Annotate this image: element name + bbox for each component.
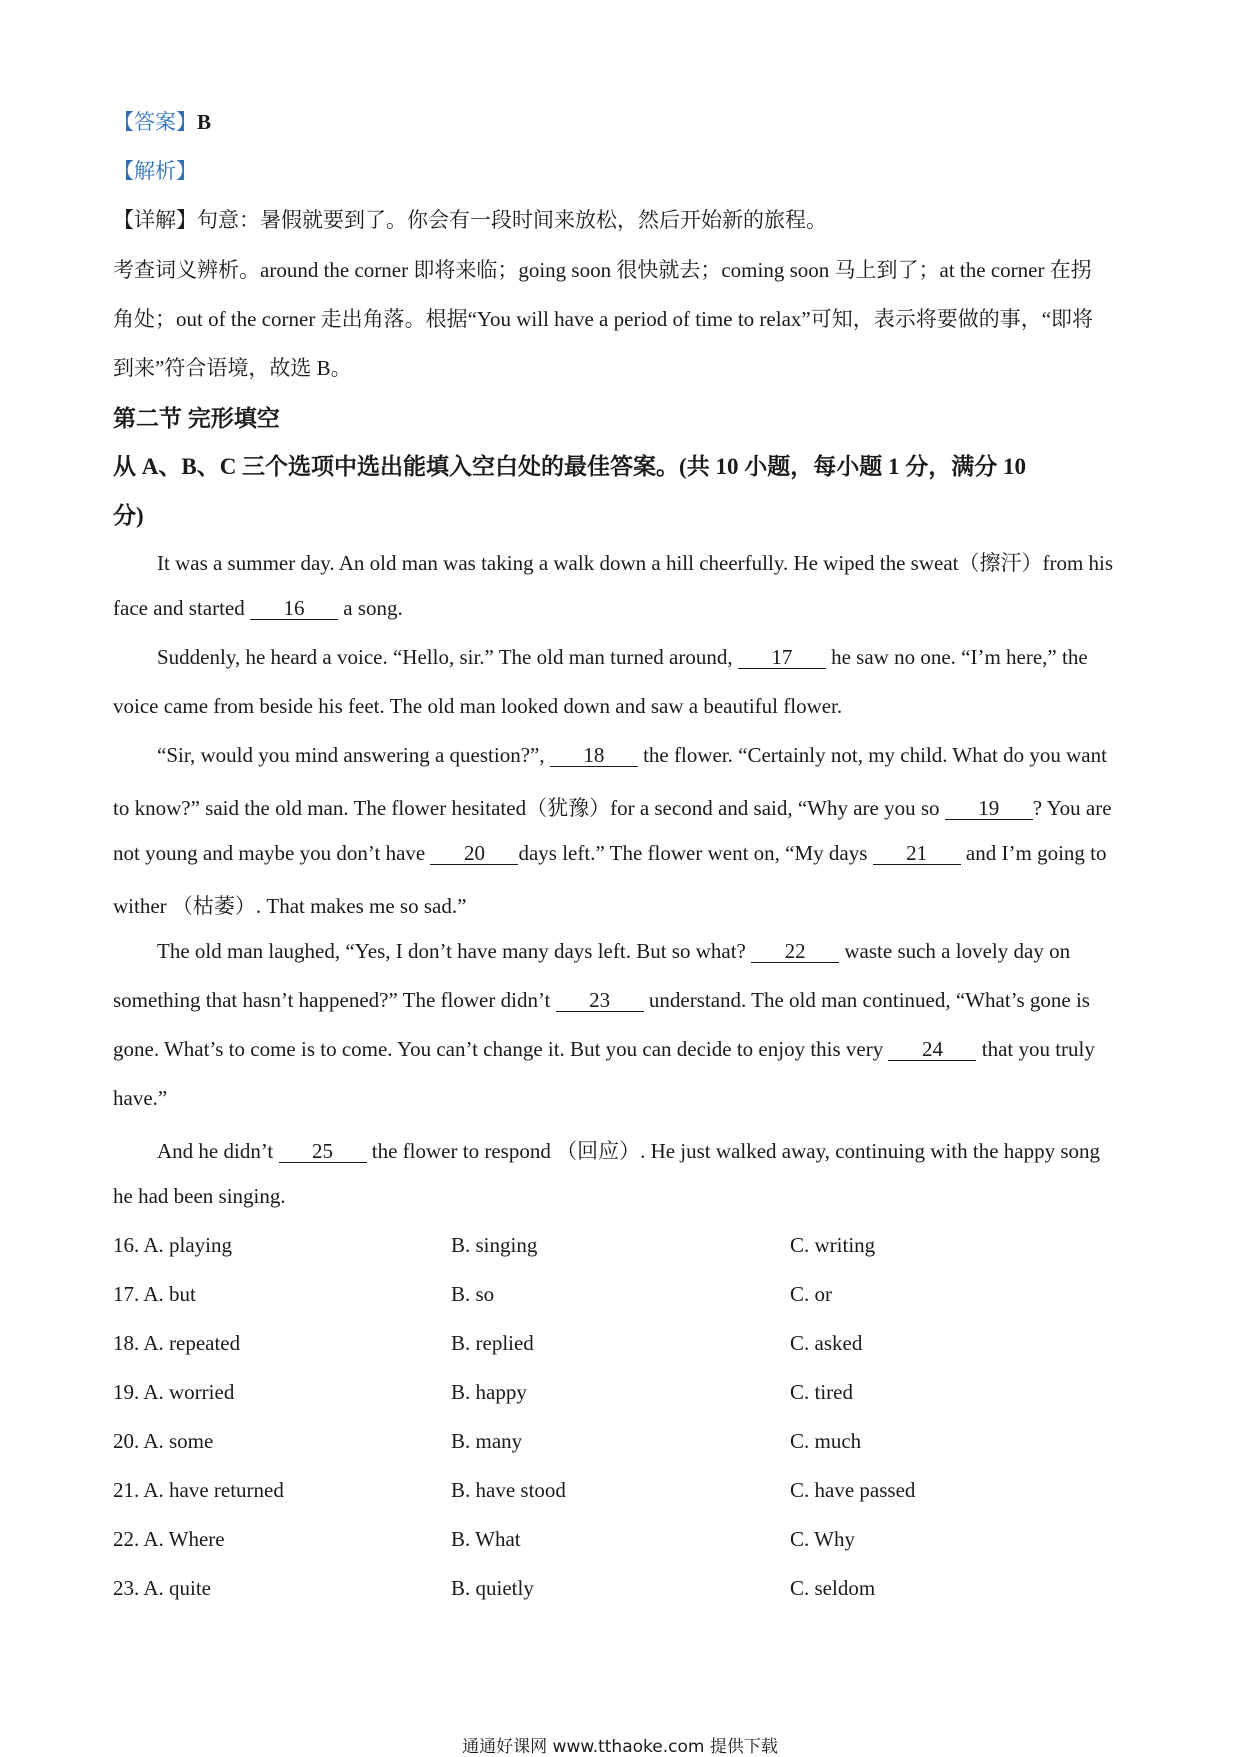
passage-text: The old man laughed, “Yes, I don’t have many days left. But so what?: [157, 939, 752, 963]
passage-text: understand. The old man continued, “What’s gone is: [643, 988, 1090, 1012]
passage-line: [113, 1037, 1133, 1062]
option-c: C. Why: [790, 1527, 855, 1551]
passage-line: he had been singing.: [113, 1184, 286, 1208]
option-c: C. tired: [790, 1380, 853, 1404]
analysis-line: [113, 155, 1133, 185]
passage-line: [157, 939, 1177, 964]
explain-line-1: 考查词义辨析。around the corner 即将来临；going soon 很快就去；coming soon 马上到了；at the corner 在拐: [113, 258, 1092, 282]
option-a: 21. A. have returned: [113, 1478, 284, 1502]
passage-text: he saw no one. “I’m here,” the: [825, 645, 1088, 669]
option-b: B. many: [451, 1429, 523, 1453]
blank-17: 17: [738, 646, 826, 669]
option-a: 20. A. some: [113, 1429, 214, 1453]
passage-line: have.”: [113, 1086, 168, 1110]
answer-label: 【答案】: [113, 110, 197, 134]
option-c: C. asked: [790, 1331, 863, 1355]
blank-22: 22: [751, 940, 839, 963]
passage-line: [157, 645, 1177, 670]
passage-text: to know?” said the old man. The flower hesitated（犹豫）for a second and said, “Why are you so: [113, 796, 945, 820]
option-c: C. or: [790, 1282, 832, 1306]
option-c: C. much: [790, 1429, 862, 1453]
passage-text: something that hasn’t happened?” The flower didn’t: [113, 988, 556, 1012]
option-a: 23. A. quite: [113, 1576, 211, 1600]
section-instruction-1: 从 A、B、C 三个选项中选出能填入空白处的最佳答案。(共 10 小题，每小题 1 分，满分 10: [113, 454, 1026, 479]
passage-text: that you truly: [976, 1037, 1095, 1061]
blank-25: 25: [279, 1140, 367, 1163]
passage-text: not young and maybe you don’t have: [113, 841, 431, 865]
option-a: 22. A. Where: [113, 1527, 225, 1551]
option-b: B. What: [451, 1527, 521, 1551]
section-title: 第二节 完形填空: [113, 406, 280, 431]
passage-text: Suddenly, he heard a voice. “Hello, sir.” The old man turned around,: [157, 645, 738, 669]
detail-text: 句意：暑假就要到了。你会有一段时间来放松，然后开始新的旅程。: [197, 208, 827, 232]
passage-text: the flower to respond （回应）. He just walked away, continuing with the happy song: [366, 1139, 1101, 1163]
analysis-label: 【解析】: [113, 159, 197, 183]
page-footer: 通通好课网 www.tthaoke.com 提供下载: [462, 1737, 778, 1757]
blank-16: 16: [250, 597, 338, 620]
blank-23: 23: [556, 989, 644, 1012]
passage-line: It was a summer day. An old man was taking a walk down a hill cheerfully. He wiped the sweat（擦汗）from his: [157, 551, 1114, 575]
passage-text: a song.: [338, 596, 403, 620]
option-c: C. seldom: [790, 1576, 876, 1600]
option-b: B. replied: [451, 1331, 534, 1355]
answer-line: [113, 106, 1133, 136]
passage-text: gone. What’s to come is to come. You can’t change it. But you can decide to enjoy this very: [113, 1037, 889, 1061]
passage-text: the flower. “Certainly not, my child. What do you want: [637, 743, 1107, 767]
passage-line: [157, 743, 1177, 768]
option-b: B. have stood: [451, 1478, 566, 1502]
option-b: B. singing: [451, 1233, 538, 1257]
passage-text: and I’m going to: [960, 841, 1107, 865]
option-a: 16. A. playing: [113, 1233, 232, 1257]
blank-19: 19: [945, 797, 1033, 820]
detail-line: [113, 204, 1133, 234]
option-b: B. so: [451, 1282, 495, 1306]
passage-text: days left.” The flower went on, “My days: [518, 841, 873, 865]
blank-20: 20: [430, 842, 518, 865]
passage-line: [113, 792, 1133, 822]
section-instruction-2: 分): [113, 503, 144, 528]
detail-label: 【详解】: [113, 208, 197, 232]
blank-24: 24: [888, 1038, 976, 1061]
explain-line-3: 到来”符合语境，故选 B。: [113, 356, 352, 380]
option-b: B. quietly: [451, 1576, 534, 1600]
passage-line: [113, 841, 1133, 866]
passage-text: “Sir, would you mind answering a question?”,: [157, 743, 550, 767]
option-a: 17. A. but: [113, 1282, 196, 1306]
option-c: C. writing: [790, 1233, 876, 1257]
blank-18: 18: [550, 744, 638, 767]
passage-line: voice came from beside his feet. The old man looked down and saw a beautiful flower.: [113, 694, 843, 718]
option-a: 19. A. worried: [113, 1380, 235, 1404]
passage-line: [113, 988, 1133, 1013]
passage-text: And he didn’t: [157, 1139, 279, 1163]
passage-line: wither （枯萎）. That makes me so sad.”: [113, 894, 467, 918]
passage-text: face and started: [113, 596, 251, 620]
passage-text: waste such a lovely day on: [839, 939, 1071, 963]
passage-line: [113, 596, 1133, 621]
option-c: C. have passed: [790, 1478, 916, 1502]
answer-value: B: [197, 110, 212, 134]
explain-line-2: 角处；out of the corner 走出角落。根据“You will have a period of time to relax”可知，表示将要做的事，“即将: [113, 307, 1094, 331]
option-a: 18. A. repeated: [113, 1331, 241, 1355]
blank-21: 21: [873, 842, 961, 865]
option-b: B. happy: [451, 1380, 527, 1404]
passage-line: [157, 1135, 1177, 1165]
passage-text: ? You are: [1032, 796, 1112, 820]
